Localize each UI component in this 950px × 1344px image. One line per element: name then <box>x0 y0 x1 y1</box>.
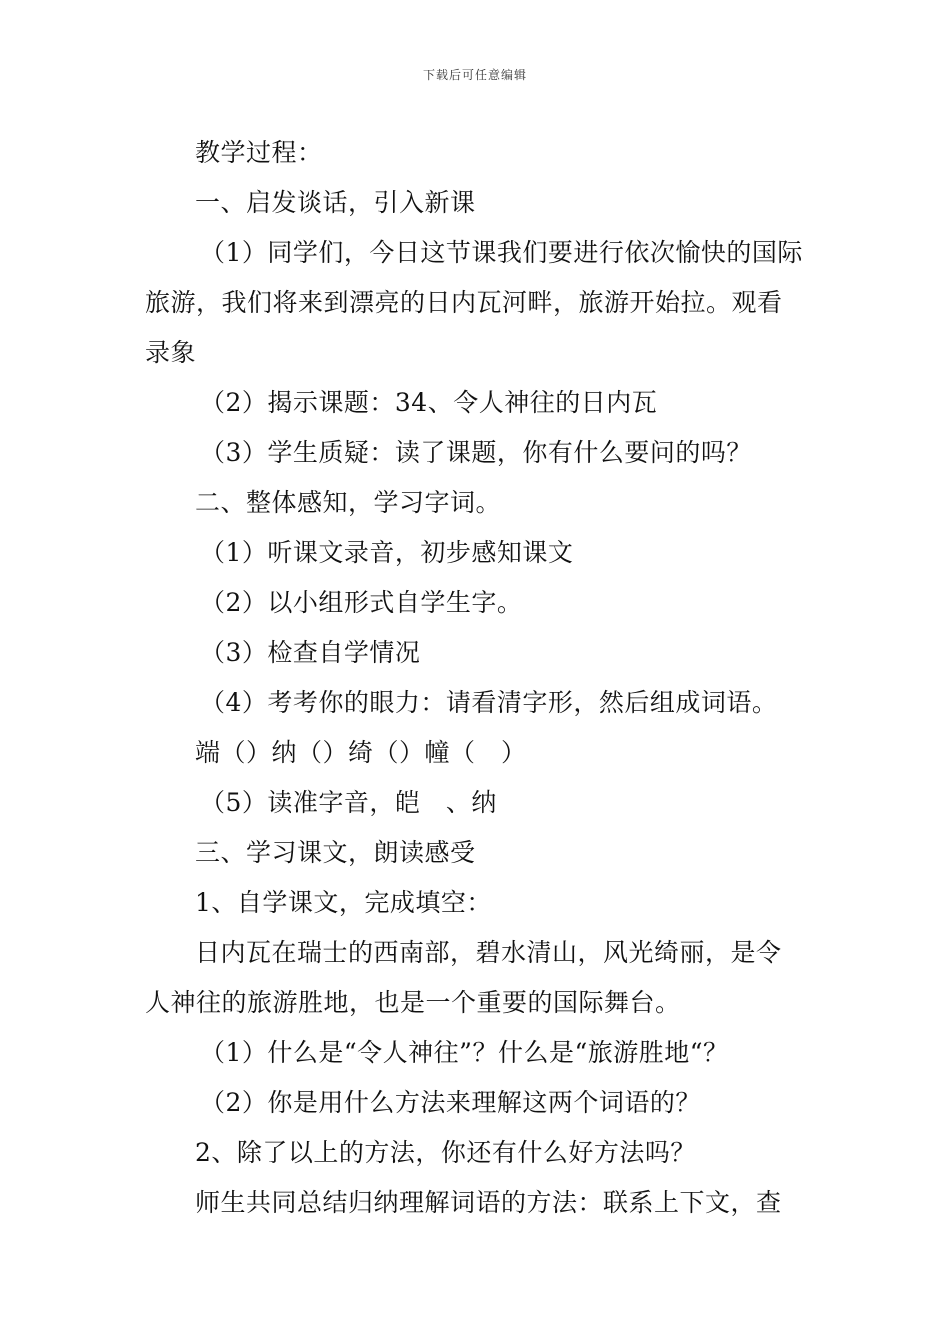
text-line: （3）检查自学情况 <box>200 638 421 667</box>
text-line: 日内瓦在瑞士的西南部，碧水清山，风光绮丽，是令 <box>195 938 782 967</box>
text-line: （5）读准字音，皑 、纳 <box>200 788 497 817</box>
text-line: 人神往的旅游胜地，也是一个重要的国际舞台。 <box>145 988 681 1017</box>
text-line: （3）学生质疑：读了课题，你有什么要问的吗？ <box>200 438 752 467</box>
text-line: 旅游，我们将来到漂亮的日内瓦河畔，旅游开始拉。观看 <box>145 288 783 317</box>
text-line: 1、自学课文，完成填空： <box>195 888 492 917</box>
text-line: （1）听课文录音，初步感知课文 <box>200 538 574 567</box>
text-line: 录象 <box>145 338 197 367</box>
text-line: （1）什么是“令人神往”？什么是“旅游胜地“？ <box>200 1038 729 1067</box>
text-line: （4）考考你的眼力：请看清字形，然后组成词语。 <box>200 688 778 717</box>
text-line: （2）你是用什么方法来理解这两个词语的？ <box>200 1088 701 1117</box>
text-line: 三、学习课文，朗读感受 <box>195 838 476 867</box>
text-line: （1）同学们，今日这节课我们要进行依次愉快的国际 <box>200 238 803 267</box>
text-line: 一、启发谈话，引入新课 <box>195 188 476 217</box>
text-line: （2）揭示课题：34、令人神往的日内瓦 <box>200 388 658 417</box>
text-line: 二、整体感知，学习字词。 <box>195 488 502 517</box>
text-line: 端（）纳（）绮（）幢（ ） <box>195 738 527 767</box>
text-line: （2）以小组形式自学生字。 <box>200 588 523 617</box>
document-body <box>145 128 810 1228</box>
page-header-note: 下载后可任意编辑 <box>422 68 527 82</box>
text-line: 教学过程： <box>195 138 323 167</box>
text-line: 2、除了以上的方法，你还有什么好方法吗？ <box>195 1138 696 1167</box>
text-line: 师生共同总结归纳理解词语的方法：联系上下文，查 <box>195 1188 782 1217</box>
